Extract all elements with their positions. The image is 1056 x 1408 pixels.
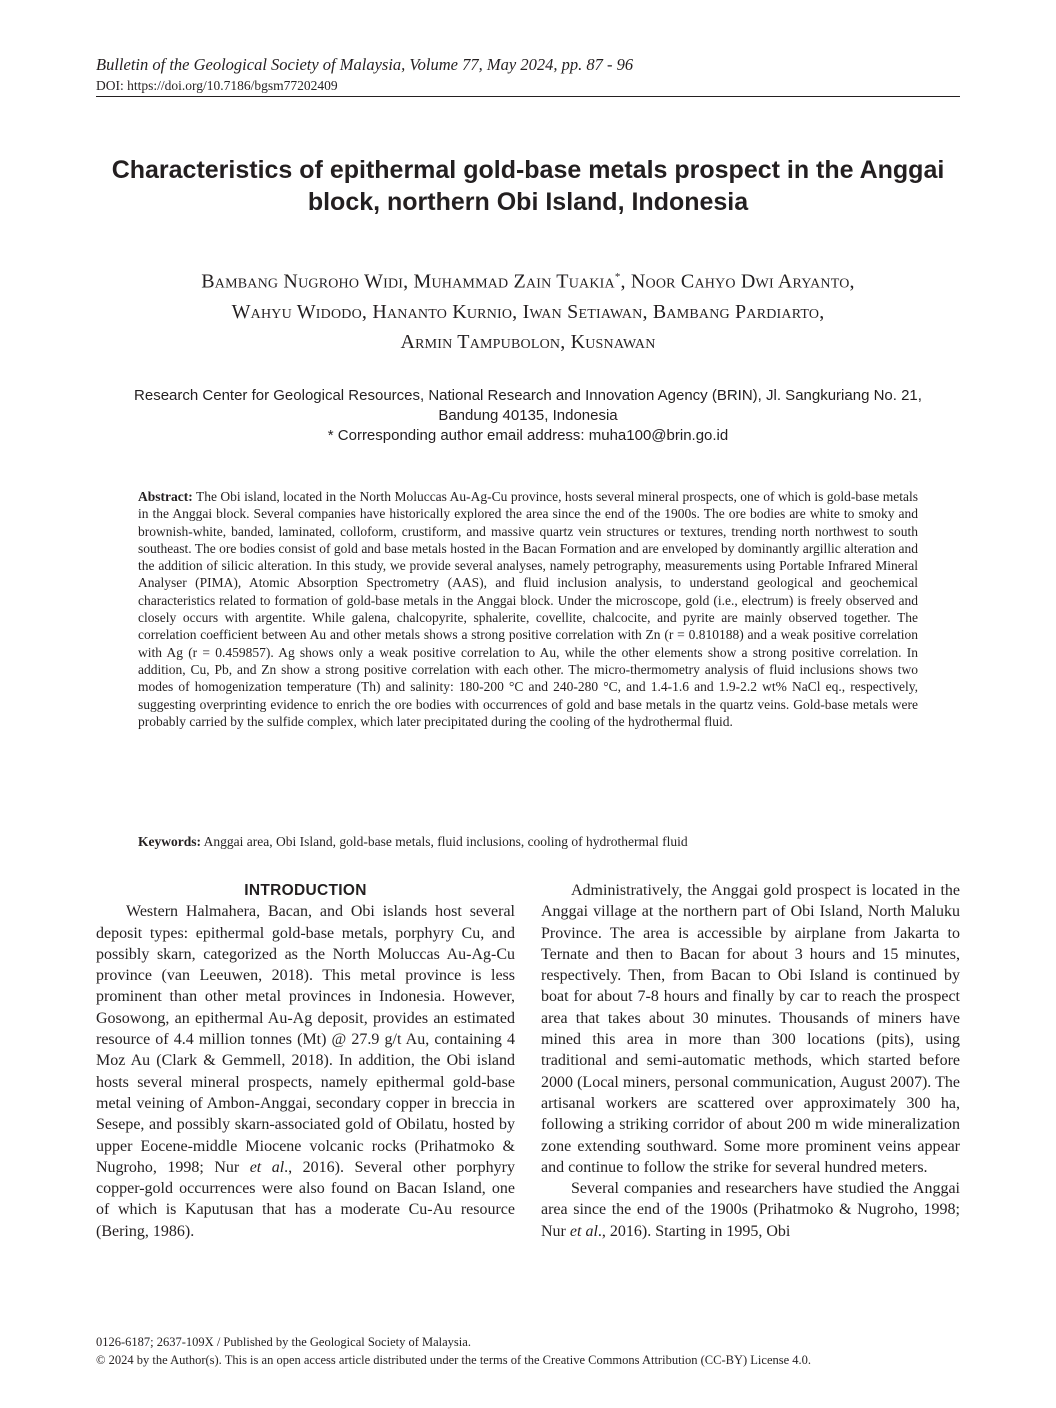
intro-paragraph-1	[96, 901, 515, 1242]
page-footer	[96, 1333, 960, 1369]
author-line-1-a: Bambang Nugroho Widi, Muhammad Zain Tuakia	[201, 270, 615, 293]
abstract-text: The Obi island, located in the North Moluccas Au-Ag-Cu province, hosts several mineral prospects, one of which is gold-base metals in the Anggai block. Several companies have historically explored the area since the end of the 1900s. The ore bodies are white to smoky and brownish-white, banded, laminated, colloform, crustiform, and massive quartz vein structures or textures, trending north northwest to south southeast. The ore bodies consist of gold and base metals hosted in the Bacan Formation and are enveloped by dominantly argillic alteration and the addition of silicic alteration. In this study, we provide several analyses, namely petrography, measurements using Portable Infrared Mineral Analyser (PIMA), Atomic Absorption Spectrometry (AAS), and fluid inclusion analysis, to understand geological and geochemical characteristics related to formation of gold-base metals in the Anggai block. Under the microscope, gold (i.e., electrum) is freely observed and closely occurs with argentite. While galena, chalcopyrite, sphalerite, covellite, chalcocite, and pyrite are mainly observed together. The correlation coefficient between Au and other metals shows a strong positive correlation with Zn (r = 0.810188) and a weak positive correlation with Ag (r = 0.459857). Ag shows only a weak positive correlation to Au, while the other elements show a strong positive correlation. In addition, Cu, Pb, and Zn show a strong positive correlation with each other. The micro-thermometry analysis of fluid inclusions shows two modes of homogenization temperature (Th) and salinity: 180-200 °C and 240-280 °C, and 1.4-1.6 and 1.9-2.2 wt% NaCl eq., respectively, suggesting overprinting evidence to enrich the ore bodies with occurrences of gold and base metals in the quartz veins. Gold-base metals were probably carried by the sulfide complex, which later precipitated during the cooling of the hydrothermal fluid.	[138, 489, 918, 729]
author-line-1-b: , Noor Cahyo Dwi Aryanto,	[620, 270, 855, 293]
intro-p3-etal: et al	[569, 1222, 598, 1240]
keywords-text: Anggai area, Obi Island, gold-base metals, fluid inclusions, cooling of hydrothermal fluid	[203, 834, 688, 849]
affiliation	[96, 386, 960, 446]
header-rule	[96, 96, 960, 97]
affiliation-line-2: Bandung 40135, Indonesia	[438, 407, 618, 424]
affiliation-line-1: Research Center for Geological Resources, National Research and Innovation Agency (BRIN), Jl. Sangkuriang No. 21,	[134, 387, 922, 404]
author-line-3: Armin Tampubolon, Kusnawan	[400, 330, 656, 353]
abstract	[138, 488, 918, 730]
intro-p1-etal: et al	[249, 1158, 285, 1176]
footer-license: © 2024 by the Author(s). This is an open access article distributed under the terms of the Creative Commons Attribution (CC-BY) License 4.0.	[96, 1353, 812, 1367]
paper-title: Characteristics of epithermal gold-base metals prospect in the Anggai block, northern Obi Island, Indonesia	[111, 156, 945, 216]
left-column	[96, 880, 515, 1242]
abstract-label: Abstract:	[138, 489, 193, 504]
intro-p3-part-b: ., 2016). Starting in 1995, Obi	[597, 1222, 791, 1240]
intro-paragraph-3	[541, 1178, 960, 1242]
intro-p1-part-b: ., 2016). Several other porphyry copper-gold occurrences were also found on Bacan Island, one of which is Kaputusan that has a moderate Cu-Au resource (Bering, 1986).	[96, 1158, 515, 1240]
footer-issn: 0126-6187; 2637-109X / Published by the Geological Society of Malaysia.	[96, 1335, 471, 1349]
corresponding-email: * Corresponding author email address: muha100@brin.go.id	[327, 427, 729, 444]
intro-p3-part-a: Several companies and researchers have studied the Anggai area since the end of the 1900s (Prihatmoko & Nugroho, 1998; Nur	[541, 1180, 960, 1240]
journal-citation: Bulletin of the Geological Society of Malaysia, Volume 77, May 2024, pp. 87 - 96	[96, 55, 634, 74]
corresponding-mark: *	[614, 271, 621, 283]
right-column	[541, 880, 960, 1242]
section-heading-introduction: INTRODUCTION	[244, 882, 367, 899]
author-line-2: Wahyu Widodo, Hananto Kurnio, Iwan Setiawan, Bambang Pardiarto,	[231, 300, 825, 323]
intro-paragraph-2: Administratively, the Anggai gold prospect is located in the Anggai village at the northern part of Obi Island, North Maluku Province. The area is accessible by airplane from Jakarta to Ternate and then to Bacan for about 3 hours and 15 minutes, respectively. Then, from Bacan to Obi Island is continued by boat for about 7-8 hours and finally by car to reach the prospect area that takes about 30 minutes. Thousands of miners have mined this area in more than 300 locations (pits), using traditional and semi-automatic methods, which started before 2000 (Local miners, personal communication, August 2007). The artisanal workers are scattered over approximately 300 ha, following a striking corridor of about 200 m wide mineralization zone extending southward. Some more prominent veins appear and continue to follow the strike for several hundred meters.	[541, 882, 960, 1176]
author-list	[96, 262, 960, 357]
author-line-1	[96, 262, 960, 297]
doi-line: DOI: https://doi.org/10.7186/bgsm77202409	[96, 78, 338, 93]
intro-p1-part-a: Western Halmahera, Bacan, and Obi islands host several deposit types: epithermal gold-base metals, porphyry Cu, and possibly skarn, categorized as the North Moluccas Au-Ag-Cu province (van Leeuwen, 2018). This metal province is less prominent than other metal provinces in Indonesia. However, Gosowong, an epithermal Au-Ag deposit, provides an estimated resource of 4.4 million tonnes (Mt) @ 27.9 g/t Au, containing 4 Moz Au (Clark & Gemmell, 2018). In addition, the Obi island hosts several mineral prospects, namely epithermal gold-base metal veining of Ambon-Anggai, secondary copper in breccia in Sesepe, and possibly skarn-associated gold of Obilatu, hosted by upper Eocene-middle Miocene volcanic rocks (Prihatmoko & Nugroho, 1998; Nur	[96, 903, 515, 1176]
keywords-label: Keywords:	[138, 834, 201, 849]
keywords	[138, 833, 918, 850]
